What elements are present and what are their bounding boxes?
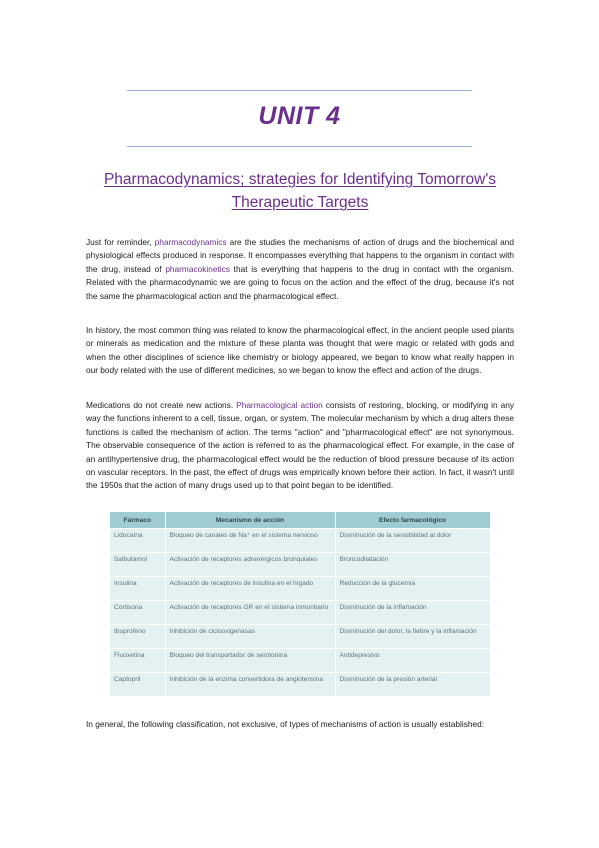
cell-mechanism: Bloqueo de canales de Na⁺ en el sistema nervioso	[165, 529, 335, 553]
table-row	[110, 601, 490, 625]
cell-drug: Insulina	[110, 577, 165, 601]
chapter-subtitle: Pharmacodynamics; strategies for Identifying Tomorrow's Therapeutic Targets	[103, 171, 497, 211]
cell-mechanism: Activación de receptores de insulina en el hígado	[165, 577, 335, 601]
cell-effect: Reducción de la glucemia	[335, 577, 490, 601]
cell-effect: Antidepresivo	[335, 649, 490, 673]
paragraph-text: consists of restoring, blocking, or modifying in any way the functions inherent to a cell, tissue, organ, or system. The molecular mechanism by which a drug alters these functions is called the mechanism of action. The terms "action" and "pharmacological effect" are not synonymous. The observable consequence of the action is referred to as the pharmacological effect. For example, in the case of an antihypertensive drug, the pharmacological effect would be the reduction of blood pressure because of its action on vascular receptors. In the past, the effect of drugs was empirically known before their action. In fact, it wasn't until the 1950s that the action of many drugs used up to that point began to be identified.	[86, 400, 514, 491]
cell-drug: Fluoxetina	[110, 649, 165, 673]
title-top-rule	[127, 90, 472, 91]
cell-drug: Salbutamol	[110, 553, 165, 577]
cell-mechanism: Inhibición de la enzima convertidora de angiotensina	[165, 673, 335, 697]
table-row	[110, 673, 490, 697]
header-effect: Efecto farmacológico	[335, 512, 490, 529]
cell-drug: Captopril	[110, 673, 165, 697]
paragraph-text: are the studies the mechanisms of action of drugs and the biochemical and physiological effects produced in response. It encompasses everything that happens to the organism in contact with the drug, instead of	[86, 237, 514, 274]
table-row	[110, 553, 490, 577]
paragraph-text: Medications do not create new actions.	[86, 400, 237, 410]
cell-effect: Disminución de la inflamación	[335, 601, 490, 625]
cell-drug: Cortisona	[110, 601, 165, 625]
paragraph-pharmacodynamics	[86, 236, 514, 303]
table-row	[110, 529, 490, 553]
paragraph-history: In history, the most common thing was related to know the pharmacological effect, in the ancient people used plants or minerals as medication and the mixture of these planta was thought that were magic or related with gods and when the other disciplines of science like chemistry or biology appeared, we began to know what really happen in our body related with the use of different medicines, so we began to know the effect and action of the drugs.	[86, 325, 514, 376]
cell-mechanism: Inhibición de ciclooxigenasas	[165, 625, 335, 649]
term-pharmacokinetics: pharmacokinetics	[165, 263, 230, 274]
table-row	[110, 649, 490, 673]
cell-effect: Disminución del dolor, la fiebre y la inflamación	[335, 625, 490, 649]
table-header-row	[110, 512, 490, 529]
cell-effect: Disminución de la presión arterial	[335, 673, 490, 697]
cell-drug: Lidocaína	[110, 529, 165, 553]
title-bottom-rule	[127, 146, 472, 147]
paragraph-pharmacological-action	[86, 399, 514, 493]
term-pharmacological-action: Pharmacological action	[236, 400, 323, 410]
cell-mechanism: Bloqueo del transportador de serotonina	[165, 649, 335, 673]
paragraph-text: Just for reminder,	[86, 237, 155, 247]
cell-mechanism: Activación de receptores GR en el sistema inmunitario	[165, 601, 335, 625]
cell-effect: Disminución de la sensibilidad al dolor	[335, 529, 490, 553]
cell-effect: Broncodilatación	[335, 553, 490, 577]
cell-drug: Ibuprofeno	[110, 625, 165, 649]
header-drug: Fármaco	[110, 512, 165, 529]
drug-mechanism-table	[110, 512, 491, 696]
unit-title: UNIT 4	[258, 102, 341, 130]
cell-mechanism: Activación de receptores adrenérgicos bronquiales	[165, 553, 335, 577]
term-pharmacodynamics: pharmacodynamics	[154, 237, 227, 247]
table-row	[110, 577, 490, 601]
paragraph-text: that is everything that happens to the drug in contact with the organism. Related with the pharmacodynamic we are going to focus on the action and the effect of the drug, because it's not the same the pharmacological action and the pharmacological effect.	[86, 263, 514, 301]
paragraph-classification: In general, the following classification, not exclusive, of types of mechanisms of action is usually established:	[86, 719, 484, 729]
header-mechanism: Mecanismo de acción	[165, 512, 335, 529]
table-row	[110, 625, 490, 649]
